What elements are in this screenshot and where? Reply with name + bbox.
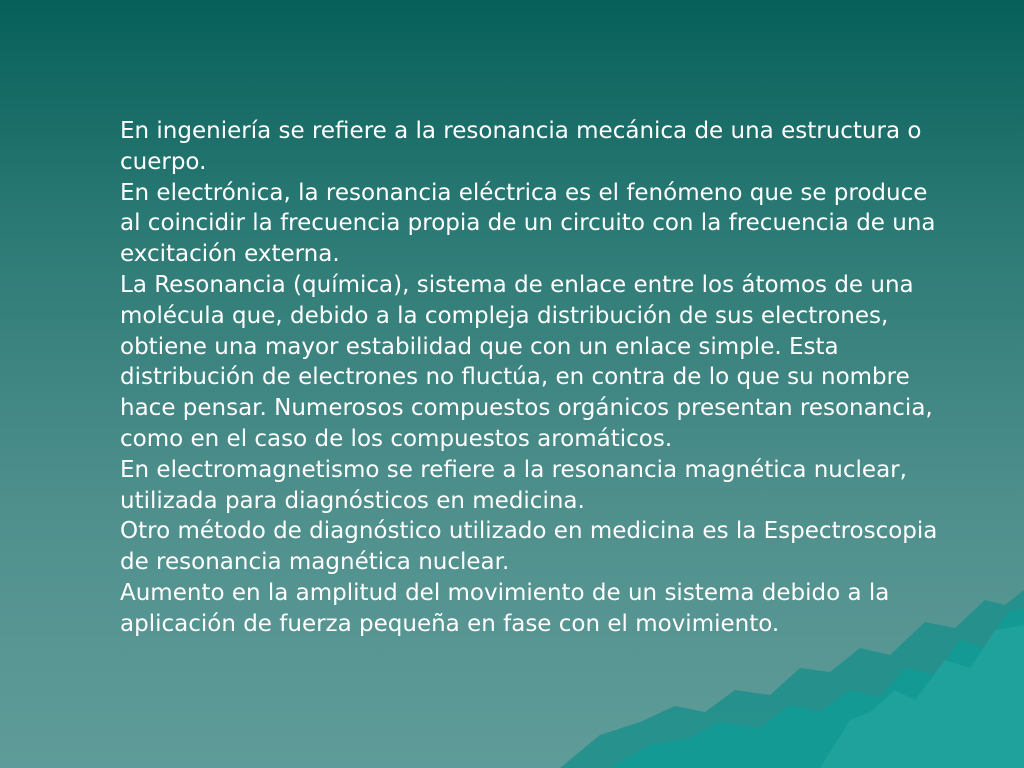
body-text — [120, 116, 950, 640]
paragraph-spectroscopy: Otro método de diagnóstico utilizado en medicina es la Espectroscopia de resonancia magnética nuclear. — [120, 518, 938, 576]
paragraph-chemistry: La Resonancia (química), sistema de enlace entre los átomos de una molécula que, debido a la compleja distribución de sus electrones, obtiene una mayor estabilidad que con un enlace simple. Esta distribución de electrones no fluctúa, en contra de lo que su nombre hace pensar. Numerosos compuestos orgánicos presentan resonancia, como en el caso de los compuestos aromáticos. — [120, 271, 933, 452]
paragraph-electronics: En electrónica, la resonancia eléctrica es el fenómeno que se produce al coincidir la frecuencia propia de un circuito con la frecuencia de una excitación externa. — [120, 179, 936, 268]
paragraph-engineering: En ingeniería se refiere a la resonancia mecánica de una estructura o cuerpo. — [120, 118, 922, 175]
paragraph-amplitude: Aumento en la amplitud del movimiento de un sistema debido a la aplicación de fuerza pequeña en fase con el movimiento. — [120, 579, 890, 637]
paragraph-electromagnetism: En electromagnetismo se refiere a la resonancia magnética nuclear, utilizada para diagnósticos en medicina. — [120, 456, 907, 514]
